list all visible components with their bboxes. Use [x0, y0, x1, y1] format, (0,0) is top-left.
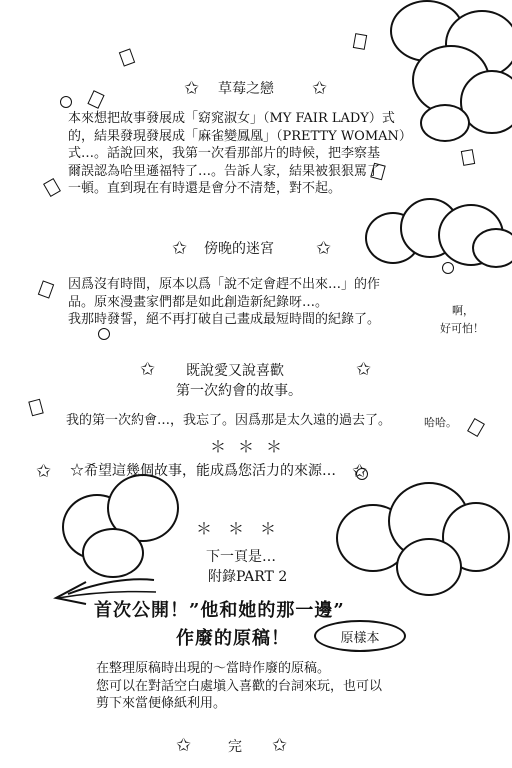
body-line: 一頓。直到現在有時還是會分不清楚，對不起。 — [68, 181, 342, 196]
star-icon: ✩ — [356, 359, 372, 380]
star-icon: ✩ — [316, 238, 332, 259]
star-icon: ✩ — [172, 238, 188, 259]
asterisk-divider: ＊ — [260, 519, 277, 538]
section-title-maze: 傍晚的迷宮 — [204, 241, 274, 257]
original-sample-tag — [314, 620, 406, 652]
asterisk-divider: ＊ — [196, 519, 213, 538]
confetti-piece — [87, 90, 104, 109]
section-body-strawberry — [68, 110, 412, 198]
flower-cluster-bottom-right — [330, 478, 512, 600]
confetti-piece — [467, 418, 485, 437]
star-icon: ✩ — [352, 461, 368, 482]
section-title-strawberry: 草莓之戀 — [218, 81, 274, 97]
body-line: 爾誤認為哈里遜福特了…。告訴人家，結果被狠狠罵了 — [68, 163, 381, 179]
original-sample-label: 原樣本 — [340, 630, 380, 646]
section-title-date-1: 既說愛又說喜歡 — [186, 363, 284, 379]
body-line: 式…。話說回來，我第一次看那部片的時候，把李察基 — [68, 146, 381, 161]
confetti-piece — [353, 33, 367, 50]
body-line: 的，結果發現發展成「麻雀變鳳凰」（PRETTY WOMAN） — [68, 128, 412, 144]
cloud-right-middle — [360, 196, 512, 276]
next-page-label: 下一頁是… — [206, 549, 276, 565]
section-title-date-2: 第一次約會的故事。 — [176, 383, 302, 399]
confetti-piece — [43, 178, 61, 197]
star-icon: ✩ — [140, 359, 156, 380]
aside-note: 好可怕！ — [440, 322, 484, 335]
body-line: 您可以在對話空白處塡入喜歡的台詞來玩，也可以 — [96, 678, 383, 694]
aside-note: 啊， — [452, 304, 474, 317]
asterisk-divider: ＊ — [266, 437, 283, 456]
asterisk-divider: ＊ — [228, 519, 245, 538]
body-line: 因爲沒有時間，原本以爲「說不定會趕不出來…」的作 — [68, 277, 381, 292]
body-line: 本來想把故事發展成「窈窕淑女」（MY FAIR LADY）式 — [68, 111, 395, 126]
confetti-piece — [38, 280, 54, 298]
body-line: 在整理原稿時出現的～當時作廢的原稿。 — [96, 661, 331, 676]
ring-ornament — [98, 328, 110, 340]
section-body-date: 我的第一次約會…，我忘了。因爲那是太久遠的過去了。 — [66, 413, 392, 428]
section-body-maze — [68, 276, 380, 329]
appendix-description — [96, 660, 382, 713]
flower-cluster-bottom-left — [52, 472, 182, 582]
star-icon: ✩ — [36, 461, 52, 482]
appendix-label: 附錄PART 2 — [208, 569, 288, 585]
appendix-headline: 首次公開！”他和她的那一邊” — [94, 600, 345, 621]
star-icon: ✩ — [272, 735, 288, 756]
closing-message: ☆希望這幾個故事，能成爲您活力的來源… — [70, 463, 336, 479]
appendix-subheadline: 作廢的原稿！ — [176, 628, 290, 649]
body-line: 品。原來漫畫家們都是如此創造新紀錄呀…。 — [68, 294, 329, 310]
body-line: 剪下來當便條紙利用。 — [96, 696, 227, 711]
end-mark: 完 — [228, 739, 242, 755]
confetti-piece — [28, 399, 43, 417]
confetti-piece — [119, 48, 135, 66]
aside-note: 哈哈。 — [424, 416, 457, 429]
confetti-piece — [461, 149, 475, 166]
asterisk-divider: ＊ — [238, 437, 255, 456]
body-line: 我那時發誓，絕不再打破自己畫成最短時間的紀錄了。 — [68, 312, 381, 327]
star-icon: ✩ — [176, 735, 192, 756]
ring-ornament — [60, 96, 72, 108]
asterisk-divider: ＊ — [210, 437, 227, 456]
star-icon: ✩ — [312, 78, 328, 99]
star-icon: ✩ — [184, 78, 200, 99]
ring-ornament — [442, 262, 454, 274]
